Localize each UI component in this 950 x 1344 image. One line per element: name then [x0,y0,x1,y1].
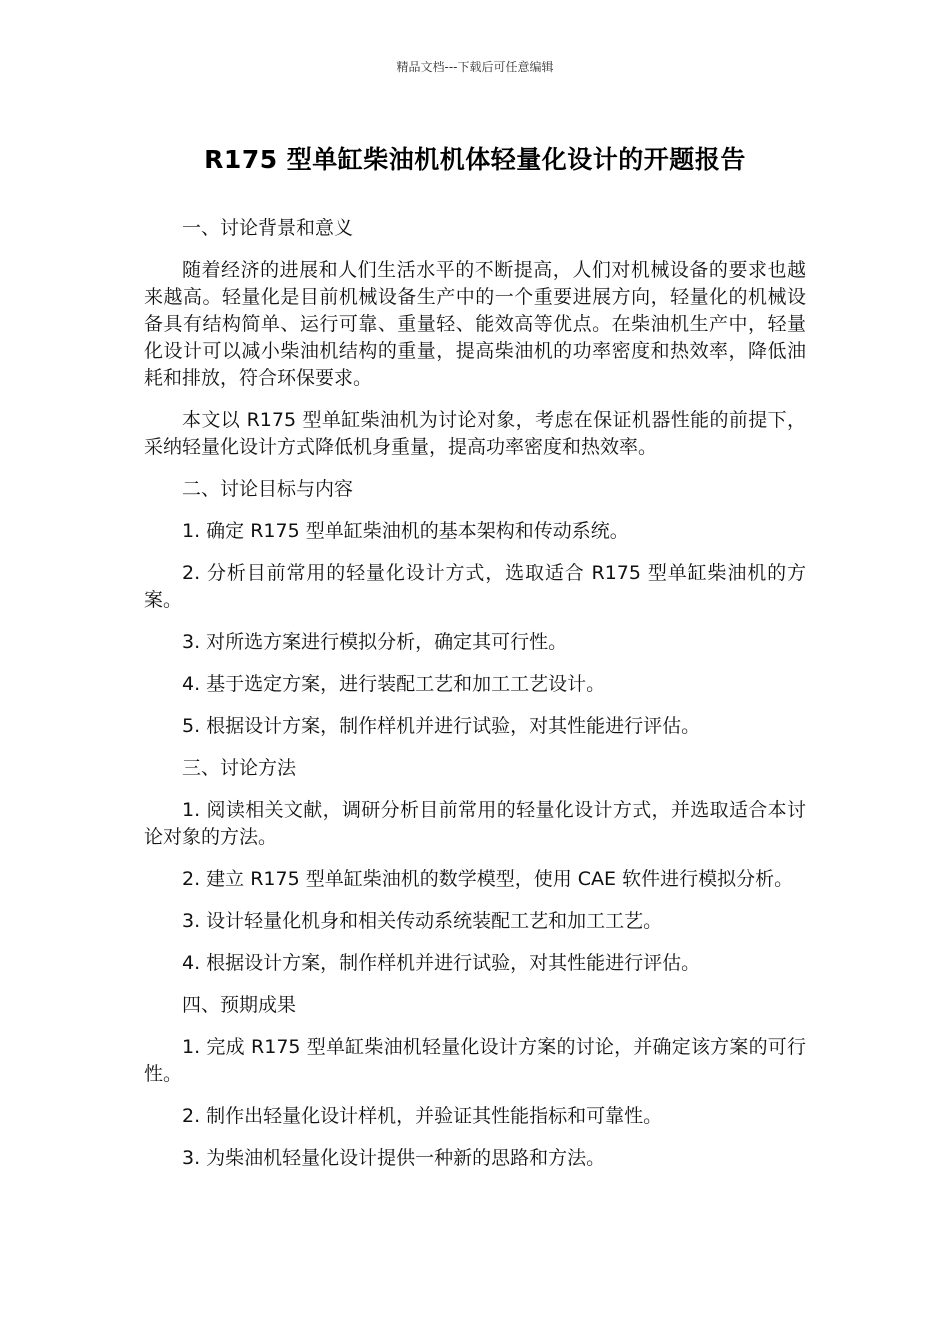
list-item-method: 4. 根据设计方案，制作样机并进行试验，对其性能进行评估。 [182,952,701,974]
document-body [144,215,806,1187]
header-note: 精品文档---下载后可任意编辑 [396,60,554,74]
section-heading-methods: 三、讨论方法 [182,757,297,779]
section-heading-outcomes: 四、预期成果 [182,994,297,1016]
list-item-goal: 1. 确定 R175 型单缸柴油机的基本架构和传动系统。 [182,520,629,542]
list-item-goal: 3. 对所选方案进行模拟分析，确定其可行性。 [182,631,568,653]
list-item-method: 1. 阅读相关文献，调研分析目前常用的轻量化设计方式，并选取适合本讨论对象的方法。 [144,799,806,848]
list-item-outcome: 3. 为柴油机轻量化设计提供一种新的思路和方法。 [182,1147,606,1169]
list-item-goal: 4. 基于选定方案，进行装配工艺和加工工艺设计。 [182,673,606,695]
list-item-method: 3. 设计轻量化机身和相关传动系统装配工艺和加工工艺。 [182,910,663,932]
paragraph-background: 随着经济的进展和人们生活水平的不断提高，人们对机械设备的要求也越来越高。轻量化是目前机械设备生产中的一个重要进展方向，轻量化的机械设备具有结构简单、运行可靠、重量轻、能效高等优点。在柴油机生产中，轻量化设计可以减小柴油机结构的重量，提高柴油机的功率密度和热效率，降低油耗和排放，符合环保要求。 [144,259,806,389]
section-heading-goals: 二、讨论目标与内容 [182,478,354,500]
list-item-outcome: 2. 制作出轻量化设计样机，并验证其性能指标和可靠性。 [182,1105,663,1127]
paragraph-research-object: 本文以 R175 型单缸柴油机为讨论对象，考虑在保证机器性能的前提下，采纳轻量化设计方式降低机身重量，提高功率密度和热效率。 [144,409,806,458]
list-item-method: 2. 建立 R175 型单缸柴油机的数学模型，使用 CAE 软件进行模拟分析。 [182,868,794,890]
document-title: R175 型单缸柴油机机体轻量化设计的开题报告 [204,145,746,174]
section-heading-background: 一、讨论背景和意义 [182,217,354,239]
list-item-goal: 2. 分析目前常用的轻量化设计方式，选取适合 R175 型单缸柴油机的方案。 [144,562,806,611]
list-item-goal: 5. 根据设计方案，制作样机并进行试验，对其性能进行评估。 [182,715,701,737]
list-item-outcome: 1. 完成 R175 型单缸柴油机轻量化设计方案的讨论，并确定该方案的可行性。 [144,1036,806,1085]
